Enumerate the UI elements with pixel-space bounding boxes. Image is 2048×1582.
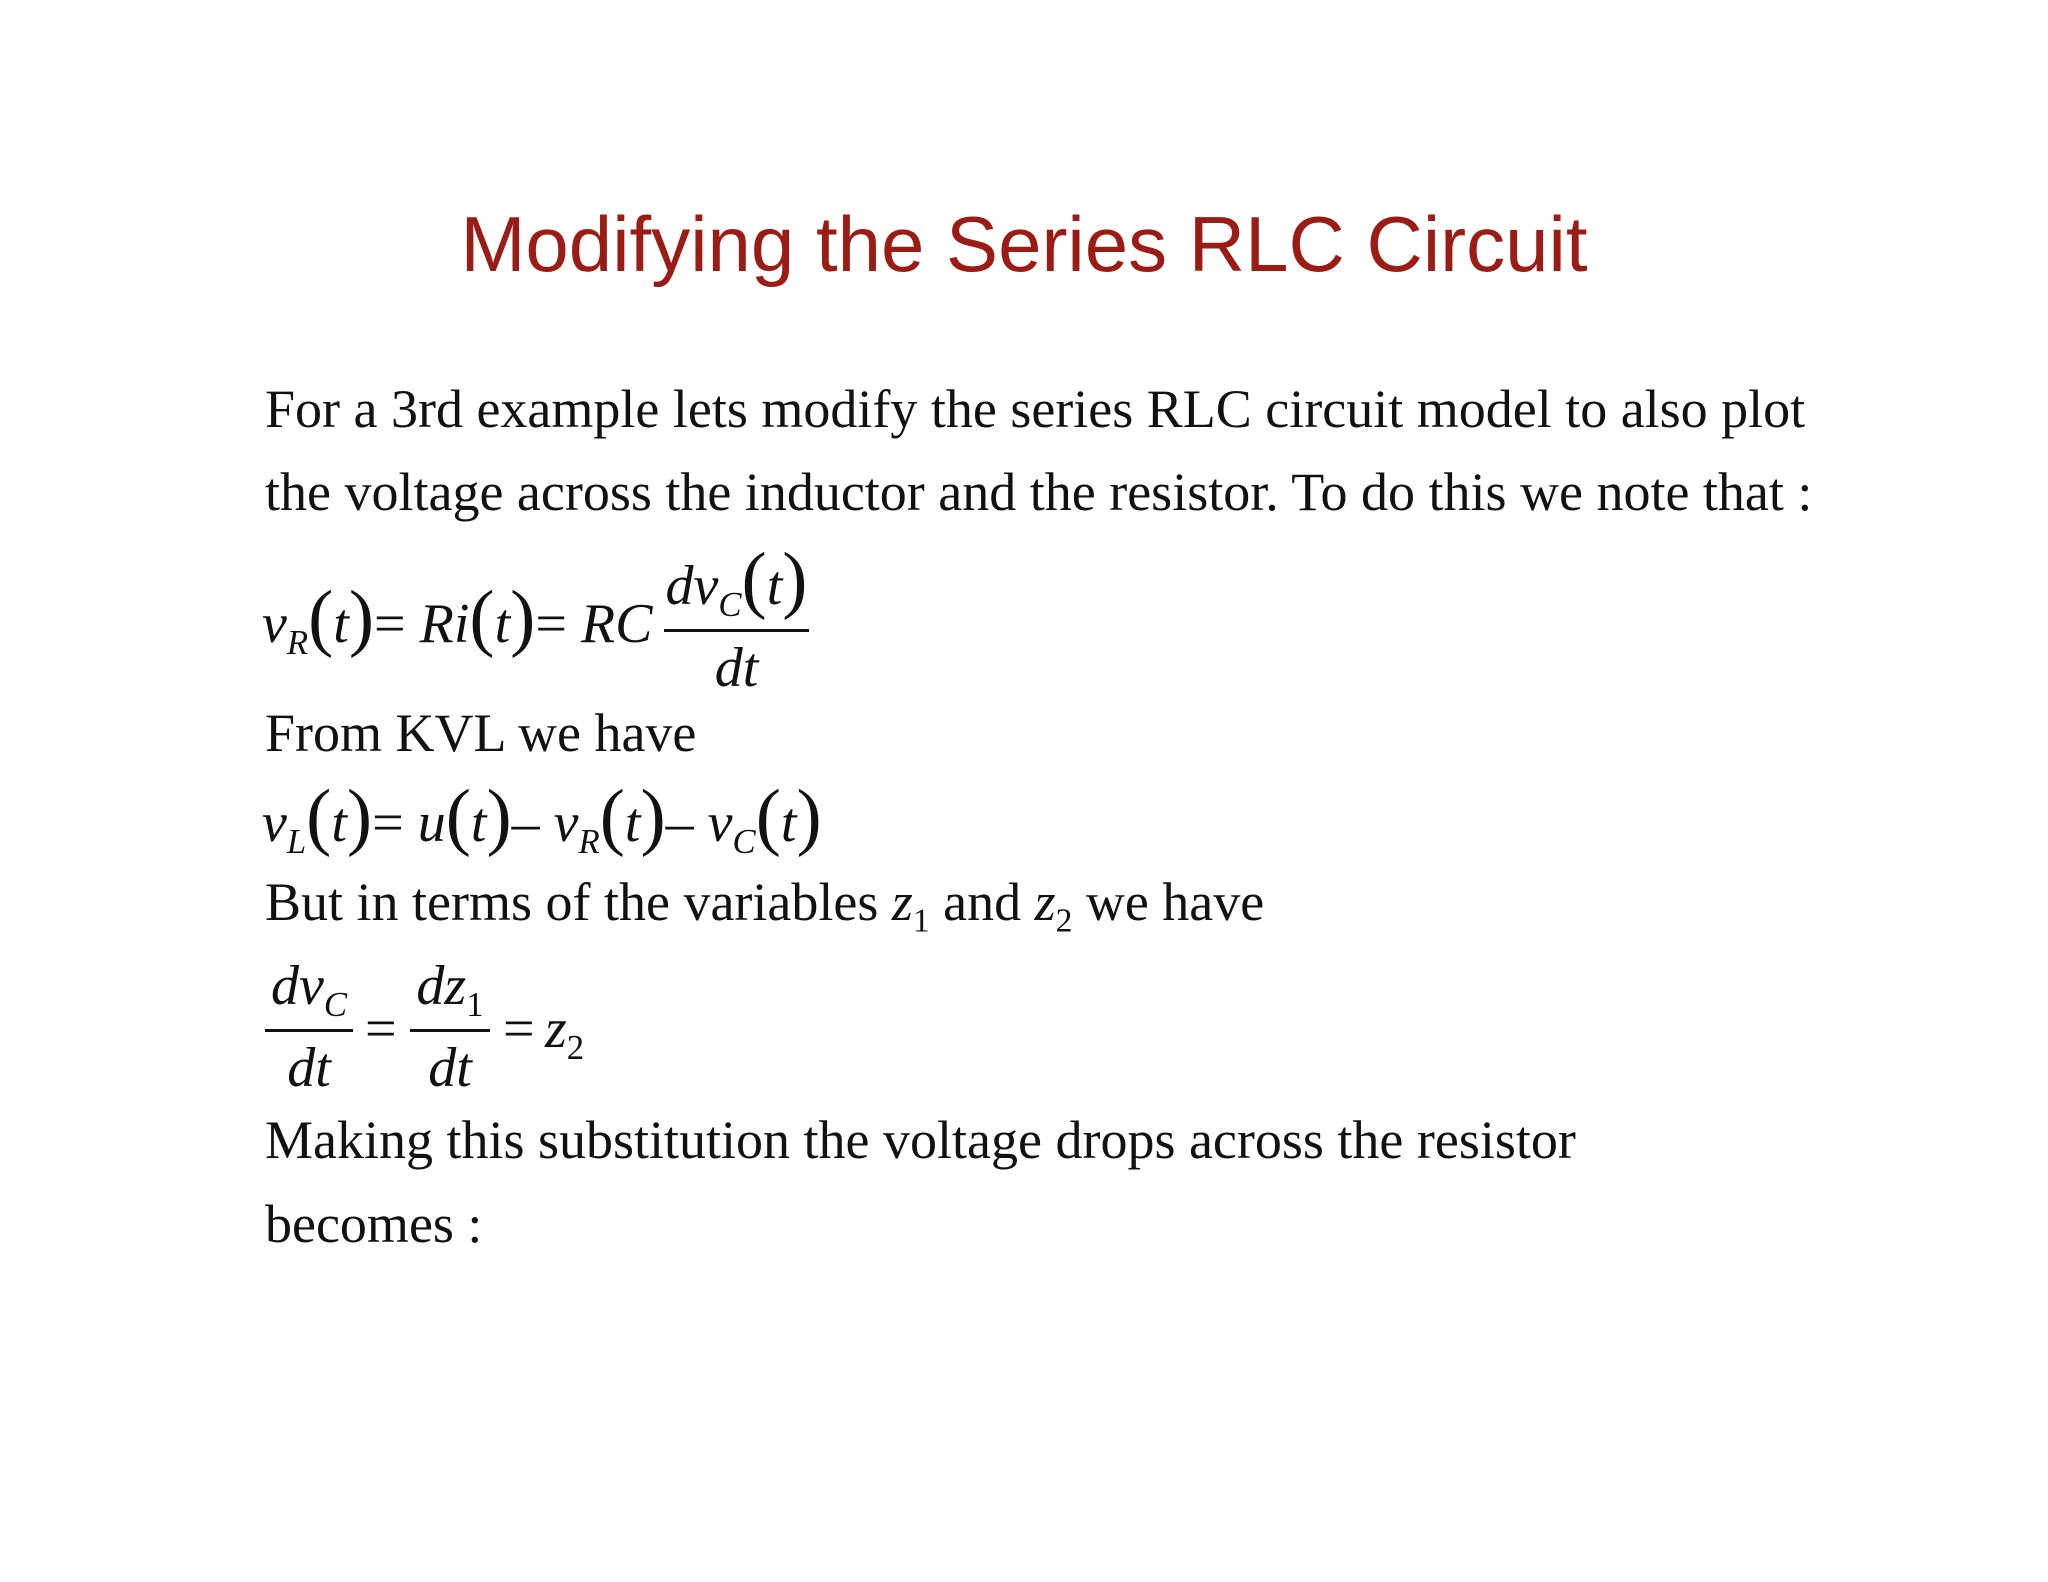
eq-vr-v: v	[262, 593, 287, 655]
eq-dz-frac2	[410, 955, 490, 1099]
eq-vr-frac-sub: C	[718, 585, 742, 625]
eq-vr-frac-den: dt	[714, 636, 759, 699]
eq-vr-sub: R	[286, 623, 309, 663]
eq-dz-den2: dt	[428, 1036, 472, 1099]
eq-dz-num2-sub: 1	[466, 985, 484, 1025]
variables-text-part1: But in terms of the variables	[265, 872, 879, 932]
eq-vl-arg-r: t	[624, 792, 641, 854]
eq-dz-equals-2: =	[503, 998, 535, 1060]
var-z2: z	[1034, 872, 1056, 932]
variables-text	[265, 872, 1265, 940]
eq-vl-arg-c: t	[780, 792, 797, 854]
eq-dz-equals-1: =	[365, 998, 397, 1060]
eq-dz-frac1	[265, 955, 353, 1099]
eq-vl-vr: v	[553, 792, 579, 854]
slide: Modifying the Series RLC Circuit For a 3rd example lets modify the series RLC circuit model to also plot the voltage across the inductor and the resistor. To do this we note that : $v_R(t)= Ri(t)=$ RC $dv_C(t)$ dt From KVL we have $v_L(t)= u(t)-$ $v_R(t)-$ $v_C(t)$ But in terms of the variables $z_1$ and $z_2$ we have $dv_C$ dt = $dz_1$ dt = $z_2$ Making this substitution the voltage drops across the resistor becomes :	[0, 0, 2048, 1582]
eq-vl-sub-r: R	[578, 822, 600, 862]
kvl-text: From KVL we have	[265, 703, 697, 763]
var-z2-sub: 2	[1055, 902, 1073, 940]
eq-vr-rc: RC	[580, 593, 653, 655]
eq-vr-arg1: t	[333, 593, 349, 655]
eq-dz-num1: dv	[270, 955, 324, 1017]
eq-vl-sub-c: C	[732, 822, 756, 862]
eq-vl-vc: v	[707, 792, 733, 854]
eq-vr-frac-arg: t	[766, 555, 783, 617]
eq-vl-sub-l: L	[286, 822, 307, 862]
eq-dz-z-sub: 2	[566, 1028, 585, 1068]
eq-vr-fraction: $dv_C(t)$ dt	[665, 538, 808, 699]
eq-vr-arg2: t	[494, 593, 511, 655]
intro-line-1: For a 3rd example lets modify the series RLC circuit model to also plot	[265, 379, 1806, 439]
variables-text-and: and	[943, 872, 1022, 932]
var-z1: z	[891, 872, 913, 932]
eq-vr-ri: Ri	[419, 593, 470, 655]
eq-vl-arg: t	[331, 792, 347, 854]
eq-dz-den1: dt	[287, 1036, 331, 1099]
slide-title: Modifying the Series RLC Circuit	[460, 200, 1588, 288]
eq-vr-frac-num: dv	[665, 555, 719, 617]
eq-vl-u: u	[417, 792, 446, 854]
closing-line-1: Making this substitution the voltage drops across the resistor	[265, 1110, 1576, 1170]
closing-line-2: becomes :	[265, 1194, 483, 1254]
eq-dz-rhs	[545, 998, 585, 1068]
intro-line-2: the voltage across the inductor and the resistor. To do this we note that :	[265, 462, 1813, 522]
variables-text-part2: we have	[1085, 872, 1265, 932]
eq-dz-z: z	[545, 998, 567, 1060]
var-z1-sub: 1	[912, 902, 930, 940]
eq-dz-num2: dz	[416, 955, 467, 1017]
eq-dz-num1-sub: C	[323, 985, 348, 1025]
equation-vl: $v_L(t)= u(t)-$ $v_R(t)-$ $v_C(t)$	[262, 775, 822, 862]
eq-vl-v: v	[262, 792, 287, 854]
eq-vl-arg-u: t	[470, 792, 487, 854]
